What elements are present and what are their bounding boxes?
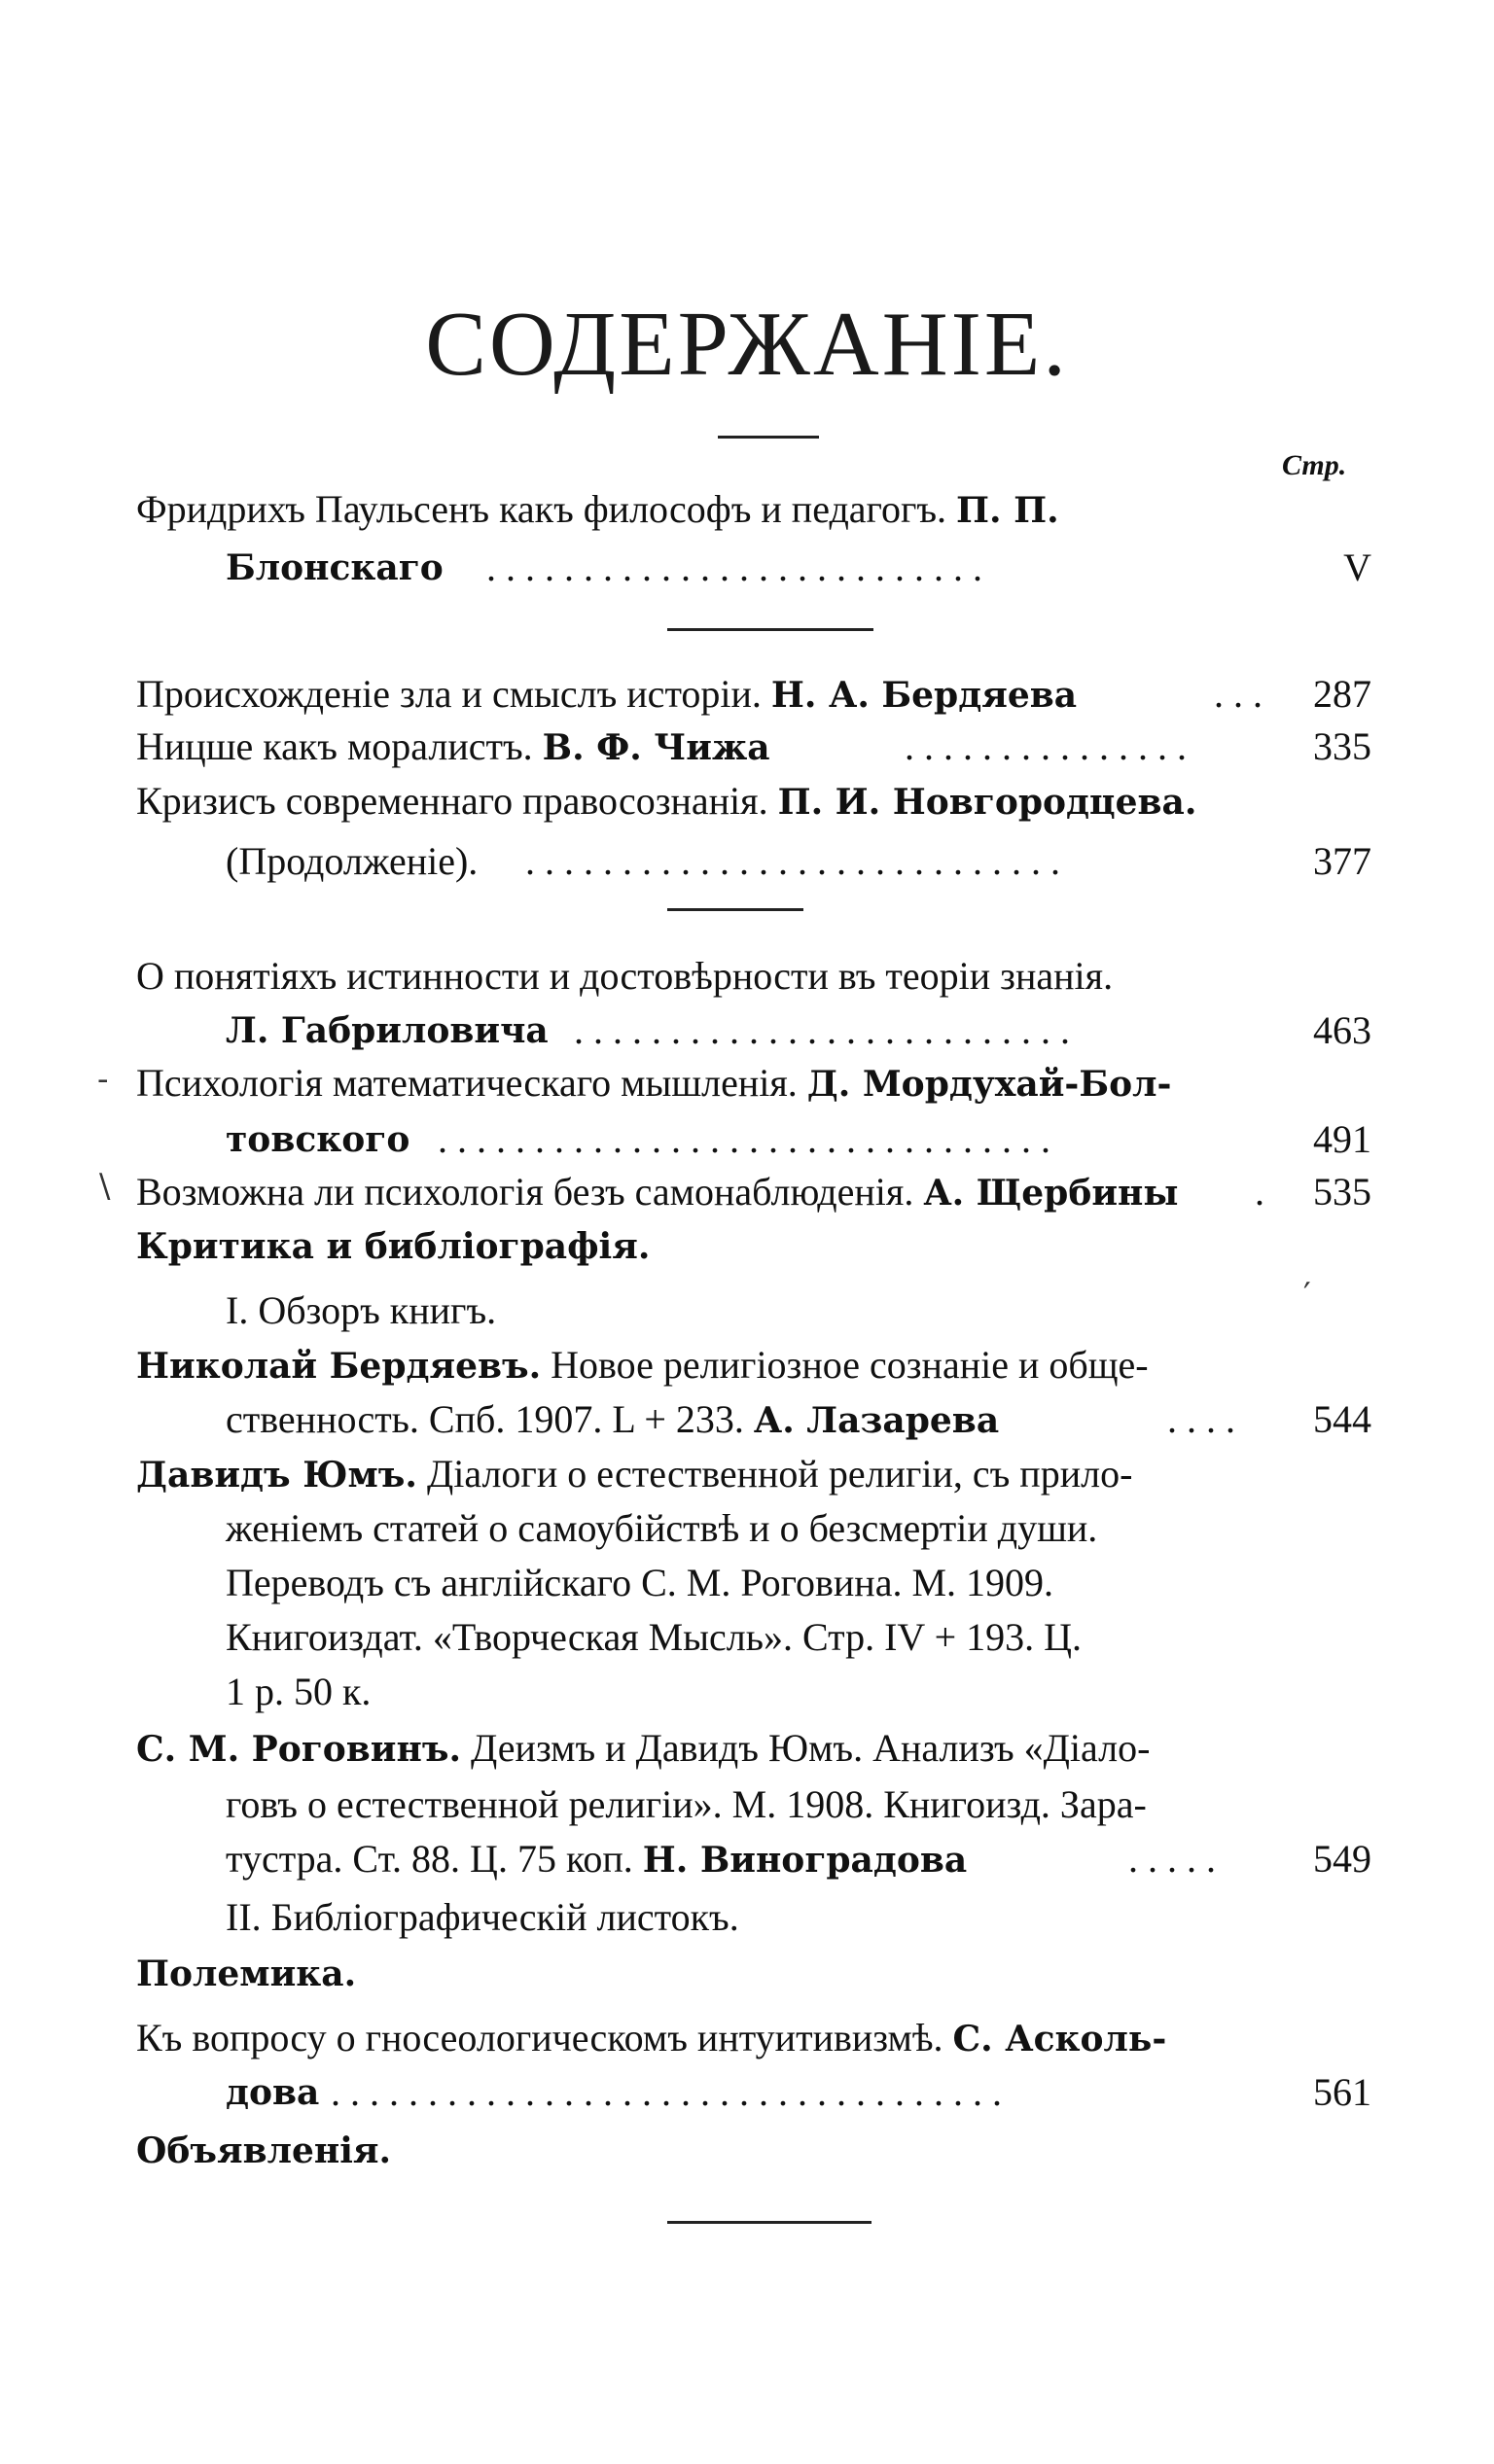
page-column-label: Стр. bbox=[1282, 449, 1347, 481]
review-text: Новое религіозное сознаніе и обще- bbox=[551, 1343, 1149, 1387]
section-rule bbox=[667, 628, 873, 631]
entry-author: Д. Мордухай-Бол- bbox=[806, 1064, 1172, 1105]
review-text: Книгоиздат. «Творческая Мысль». Стр. IV + 193. Ц. bbox=[226, 1615, 1083, 1659]
review-text: тустра. Ст. 88. Ц. 75 коп. bbox=[226, 1837, 633, 1881]
review-text: Діалоги о естественной религіи, съ прило- bbox=[426, 1452, 1133, 1496]
entry-author: Н. А. Бердяева bbox=[770, 675, 1078, 716]
review-text: Деизмъ и Давидъ Юмъ. Анализъ «Діало- bbox=[471, 1726, 1151, 1770]
page-number: 335 bbox=[1313, 724, 1371, 768]
subsection-heading-reviews bbox=[0, 1282, 1494, 1340]
entry-author: Блонскаго bbox=[226, 547, 444, 588]
polemics-entry-line-2 bbox=[0, 2063, 1494, 2122]
review-1-line-2 bbox=[0, 1390, 1494, 1449]
margin-mark: - bbox=[97, 1060, 109, 1099]
leader-dots: . . . bbox=[1214, 672, 1263, 716]
toc-entry-4-line-1 bbox=[0, 772, 1494, 830]
review-2-line-1 bbox=[0, 1445, 1494, 1503]
leader-dots: . . . . . . . . . . . . . . . . . . . . . . . . . . . . . . . . bbox=[438, 1117, 1050, 1161]
leader-dots: . bbox=[1255, 1170, 1264, 1214]
subsection-heading-bibliography bbox=[0, 1888, 1494, 1947]
review-2-line-3 bbox=[0, 1554, 1494, 1612]
page-number: 535 bbox=[1313, 1170, 1371, 1214]
end-rule bbox=[667, 2221, 872, 2224]
review-author: Николай Бердяевъ. bbox=[136, 1346, 542, 1387]
entry-title: О понятіяхъ истинности и достовѣрности въ теоріи знанія. bbox=[136, 954, 1114, 998]
entry-author: П. И. Новгородцева. bbox=[777, 782, 1197, 823]
toc-entry-3 bbox=[0, 718, 1494, 776]
page-number: 463 bbox=[1313, 1008, 1371, 1052]
margin-mark: ′ bbox=[1303, 1276, 1311, 1315]
entry-title: Кризисъ современнаго правосознанія. bbox=[136, 779, 768, 823]
toc-entry-6-line-2 bbox=[0, 1110, 1494, 1169]
section-title: Полемика. bbox=[136, 1954, 357, 1994]
review-text: женіемъ статей о самоубійствѣ и о безсмертіи души. bbox=[226, 1506, 1098, 1550]
section-title: Критика и библіографія. bbox=[136, 1226, 651, 1267]
toc-entry-4-line-2 bbox=[0, 832, 1494, 891]
leader-dots: . . . . . . . . . . . . . . . bbox=[905, 724, 1187, 768]
entry-title: Психологія математическаго мышленія. bbox=[136, 1061, 798, 1105]
review-2-line-5 bbox=[0, 1663, 1494, 1721]
review-3-line-1 bbox=[0, 1719, 1494, 1778]
review-2-line-4 bbox=[0, 1608, 1494, 1667]
review-text: говъ о естественной религіи». М. 1908. Книгоизд. Зара- bbox=[226, 1782, 1147, 1826]
entry-author: товского bbox=[226, 1119, 410, 1160]
review-3-line-3 bbox=[0, 1830, 1494, 1888]
page-number: 491 bbox=[1313, 1117, 1371, 1161]
page-number: V bbox=[1343, 546, 1371, 589]
entry-title: Ницше какъ моралистъ. bbox=[136, 724, 533, 768]
entry-author: С. Асколь- bbox=[952, 2019, 1167, 2059]
reviewer: А. Лазарева bbox=[753, 1400, 1000, 1441]
polemics-entry-line-1 bbox=[0, 2009, 1494, 2067]
toc-entry-7 bbox=[0, 1163, 1494, 1221]
entry-title: Къ вопросу о гносеологическомъ интуитивизмѣ. bbox=[136, 2016, 943, 2059]
entry-author: А. Щербины bbox=[923, 1173, 1179, 1214]
entry-author: В. Ф. Чижа bbox=[542, 727, 770, 768]
section-title: Объявленія. bbox=[136, 2130, 392, 2171]
entry-title: Возможна ли психологія безъ самонаблюденія. bbox=[136, 1170, 914, 1214]
section-heading-criticism bbox=[0, 1217, 1494, 1276]
review-author: Давидъ Юмъ. bbox=[136, 1455, 417, 1496]
toc-entry-1-line-1 bbox=[0, 480, 1494, 539]
toc-entry-5-line-1 bbox=[0, 947, 1494, 1005]
toc-entry-2 bbox=[0, 665, 1494, 723]
section-rule bbox=[667, 908, 803, 911]
entry-author: дова bbox=[226, 2072, 320, 2113]
page-title: СОДЕРЖАНІЕ. bbox=[425, 294, 1069, 395]
leader-dots: . . . . . bbox=[1128, 1837, 1216, 1881]
title-rule bbox=[718, 436, 819, 439]
entry-title: Фридрихъ Паульсенъ какъ философъ и педагогъ. bbox=[136, 487, 947, 531]
margin-mark: \ bbox=[99, 1167, 111, 1206]
review-2-line-2 bbox=[0, 1499, 1494, 1558]
entry-author: П. П. bbox=[956, 490, 1059, 531]
review-1-line-1 bbox=[0, 1336, 1494, 1394]
page-number: 377 bbox=[1313, 839, 1371, 883]
toc-entry-1-line-2 bbox=[0, 539, 1494, 597]
page-number: 561 bbox=[1313, 2070, 1371, 2114]
entry-title-continued: (Продолженіе). bbox=[226, 839, 479, 883]
page-number: 544 bbox=[1313, 1397, 1371, 1441]
review-text: Переводъ съ англійскаго С. М. Роговина. М. 1909. bbox=[226, 1561, 1054, 1604]
section-heading-polemics bbox=[0, 1945, 1494, 2003]
leader-dots: . . . . bbox=[1167, 1397, 1235, 1441]
leader-dots: . . . . . . . . . . . . . . . . . . . . . . . . . . bbox=[486, 546, 982, 589]
review-text: ственность. Спб. 1907. L + 233. bbox=[226, 1397, 744, 1441]
entry-title: Происхожденіе зла и смыслъ исторіи. bbox=[136, 672, 762, 716]
entry-author: Л. Габриловича bbox=[226, 1010, 549, 1051]
review-3-line-2 bbox=[0, 1776, 1494, 1834]
leader-dots: . . . . . . . . . . . . . . . . . . . . . . . . . . . . . . . . . . . bbox=[331, 2070, 1002, 2114]
section-heading-ads bbox=[0, 2122, 1494, 2180]
leader-dots: . . . . . . . . . . . . . . . . . . . . . . . . . . bbox=[574, 1008, 1070, 1052]
subsection-title: II. Библіографическій листокъ. bbox=[226, 1895, 739, 1939]
subsection-title: I. Обзоръ книгъ. bbox=[226, 1288, 497, 1332]
page-number: 287 bbox=[1313, 672, 1371, 716]
leader-dots: . . . . . . . . . . . . . . . . . . . . . . . . . . . . bbox=[525, 839, 1060, 883]
review-text: 1 р. 50 к. bbox=[226, 1670, 372, 1713]
toc-entry-6-line-1 bbox=[0, 1054, 1494, 1112]
review-author: С. М. Роговинъ. bbox=[136, 1729, 462, 1770]
reviewer: Н. Виноградова bbox=[642, 1840, 968, 1881]
page-number: 549 bbox=[1313, 1837, 1371, 1881]
toc-entry-5-line-2 bbox=[0, 1002, 1494, 1060]
